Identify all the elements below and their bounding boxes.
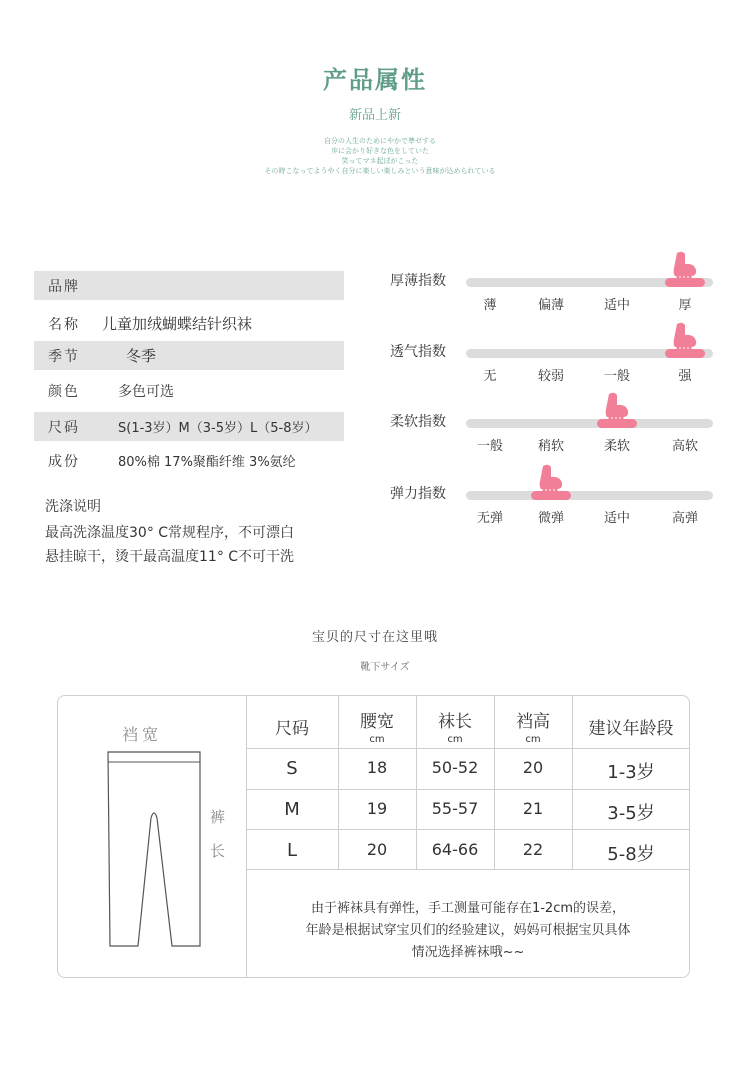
index-level-label: 稍软: [537, 439, 564, 454]
size-section-subtitle: 靴下サイズ: [360, 662, 410, 673]
attr-row-season: [34, 341, 344, 370]
wash-line: 悬挂晾干，烫干最高温度11° C不可干洗: [45, 549, 295, 565]
header-label: 袜长: [438, 712, 472, 732]
table-cell: 5-8岁: [607, 844, 655, 865]
table-cell: 19: [366, 799, 388, 818]
header-label: 建议年龄段: [588, 719, 674, 739]
index-level-label: 高弹: [671, 511, 698, 526]
header-label: 裆高: [516, 712, 550, 732]
sock-marker-icon: [670, 250, 700, 280]
index-level-label: 高软: [671, 439, 698, 454]
sock-marker-icon: [536, 463, 566, 493]
attr-label: 季节: [48, 348, 80, 365]
jp-line: 自分の人生のためにやかで準ゼする: [324, 137, 436, 145]
attr-label: 尺码: [48, 419, 80, 436]
table-cell: 1-3岁: [607, 762, 655, 783]
attr-label: 颜色: [48, 383, 80, 400]
index-level-label: 一般: [476, 439, 503, 454]
jp-line: その時こなってようやく自分に楽しい楽しみという意味が込められている: [264, 167, 496, 175]
table-cell: 22: [522, 840, 544, 859]
index-level-label: 微弹: [537, 511, 564, 526]
table-cell: 20: [366, 840, 388, 859]
attr-value: S(1-3岁）M（3-5岁）L（5-8岁）: [118, 421, 318, 436]
leggings-diagram-icon: [100, 748, 210, 953]
table-cell: 55-57: [431, 799, 479, 818]
size-note: 由于裤袜具有弹性，手工测量可能存在1-2cm的误差，: [310, 901, 626, 916]
table-cell: 3-5岁: [607, 803, 655, 824]
attr-value: 儿童加绒蝴蝶结针织袜: [102, 315, 253, 333]
index-level-label: 偏薄: [537, 298, 564, 313]
page-subtitle: 新品上新: [348, 108, 401, 123]
attr-value: 冬季: [126, 347, 157, 365]
page-title: 产品属性: [323, 66, 427, 94]
attr-row-brand: [34, 271, 344, 300]
attr-row-material: [34, 446, 344, 475]
attr-row-color: [34, 376, 344, 405]
table-cell: M: [284, 799, 300, 820]
wash-title: 洗涤说明: [45, 499, 101, 515]
index-title: 透气指数: [390, 344, 446, 360]
index-level-label: 较弱: [537, 369, 564, 384]
index-level-label: 厚: [678, 298, 692, 313]
table-divider: [246, 748, 690, 749]
length-label: 长: [210, 842, 226, 860]
table-cell: 50-52: [431, 758, 479, 777]
table-header-crotch: [494, 707, 572, 745]
size-note: 情况选择裤袜哦~~: [411, 945, 525, 960]
header-unit: cm: [525, 734, 541, 745]
index-level-label: 强: [678, 369, 692, 384]
jp-line: 歩に会かり好きな色をしていた: [331, 147, 429, 155]
decorative-japanese-text: [0, 136, 750, 176]
wash-line: 最高洗涤温度30° C常规程序，不可漂白: [45, 525, 295, 541]
table-cell: S: [286, 758, 298, 779]
attr-label: 名称: [48, 316, 80, 333]
attr-label: 品牌: [48, 278, 80, 295]
index-level-label: 无弹: [476, 511, 503, 526]
index-track: [466, 491, 713, 500]
index-track: [466, 419, 713, 428]
attr-value: 80%棉 17%聚酯纤维 3%氨纶: [118, 455, 296, 470]
sock-marker-icon: [670, 321, 700, 351]
table-cell: 18: [366, 758, 388, 777]
header-label: 腰宽: [360, 712, 394, 732]
size-note: 年龄是根据试穿宝贝们的经验建议，妈妈可根据宝贝具体: [305, 923, 631, 938]
header-label: 尺码: [275, 719, 309, 739]
attr-row-name: [34, 309, 344, 338]
attr-row-size: [34, 412, 344, 441]
crotch-width-label: 裆宽: [122, 725, 163, 744]
table-divider: [246, 789, 690, 790]
length-label: 裤: [210, 808, 226, 826]
jp-line: 笑ってマネ起ぼがこった: [341, 157, 419, 165]
sock-marker-icon: [602, 391, 632, 421]
index-title: 弹力指数: [390, 486, 446, 502]
header-unit: cm: [447, 734, 463, 745]
index-level-label: 柔软: [603, 439, 630, 454]
index-level-label: 薄: [483, 298, 497, 313]
index-title: 柔软指数: [390, 414, 446, 430]
table-divider: [246, 869, 690, 870]
table-cell: L: [286, 840, 298, 861]
table-header-length: [416, 707, 494, 745]
table-divider: [246, 829, 690, 830]
index-level-label: 适中: [603, 298, 630, 313]
table-header-waist: [338, 707, 416, 745]
index-title: 厚薄指数: [390, 273, 446, 289]
table-header-age: [572, 714, 690, 739]
size-section-title: 宝贝的尺寸在这里哦: [311, 630, 438, 645]
table-cell: 64-66: [431, 840, 479, 859]
header-unit: cm: [369, 734, 385, 745]
index-level-label: 一般: [603, 369, 630, 384]
table-cell: 21: [522, 799, 544, 818]
attr-label: 成份: [48, 453, 80, 470]
index-level-label: 适中: [603, 511, 630, 526]
table-cell: 20: [522, 758, 544, 777]
table-header-size: [246, 714, 338, 739]
attr-value: 多色可选: [118, 383, 174, 400]
index-level-label: 无: [483, 369, 497, 384]
